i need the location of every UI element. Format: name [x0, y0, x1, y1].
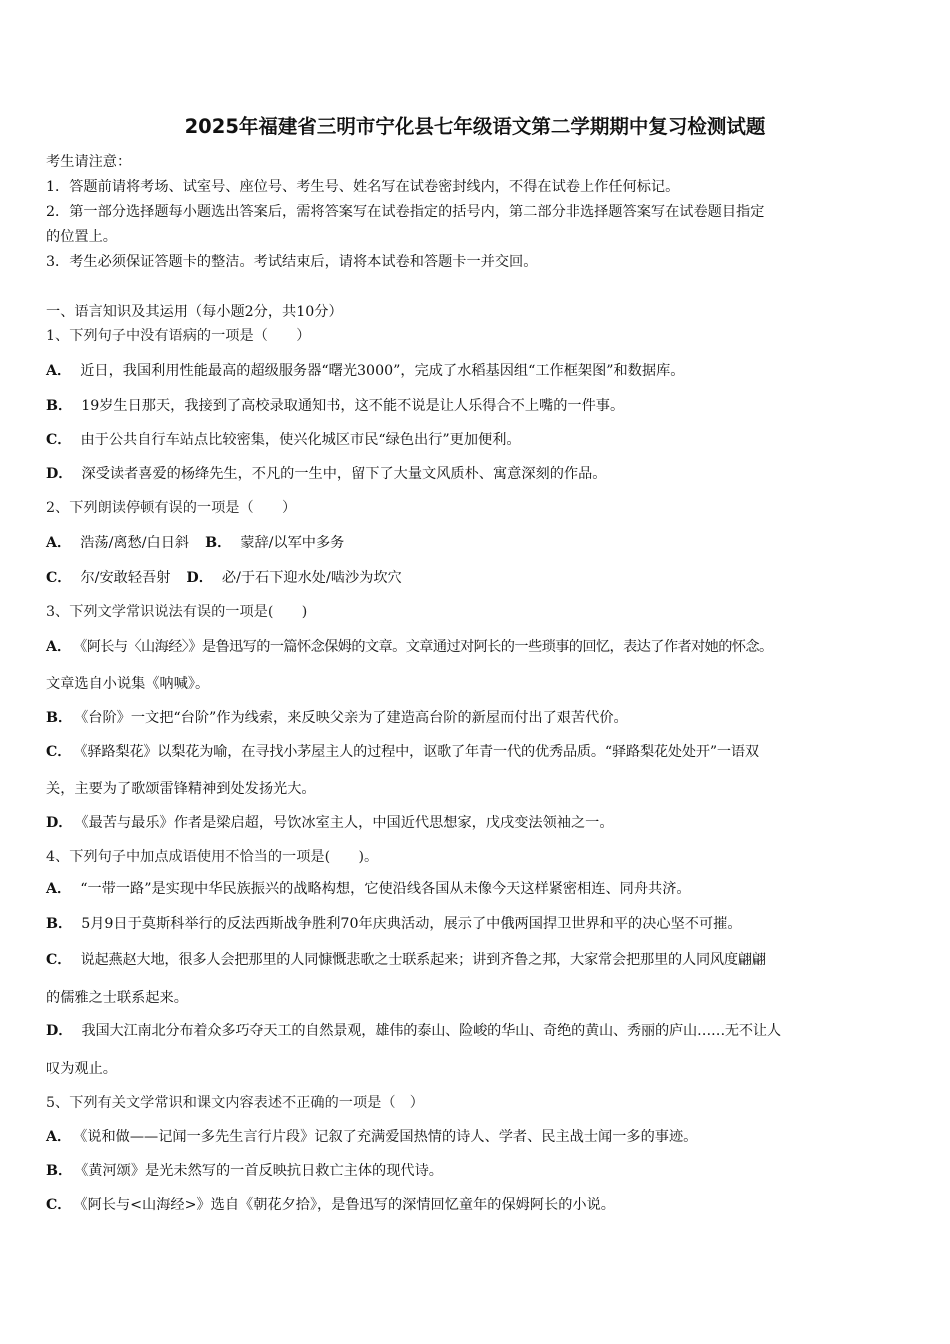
- notice-heading: 考生请注意：: [46, 154, 132, 170]
- option-text: 《驿路梨花》以梨花为喻，在寻找小茅屋主人的过程中，讴歌了年青一代的优秀品质。“驿路梨花处处开”一语双: [80, 744, 759, 760]
- question-1-stem: 1、下列句子中没有语病的一项是（ ）: [46, 328, 311, 344]
- option-label: A．: [46, 535, 72, 551]
- q2-options-ab: [46, 533, 344, 553]
- q5-option-c: [46, 1195, 615, 1215]
- option-text: 深受读者喜爱的杨绛先生，不凡的一生中，留下了大量文风质朴、寓意深刻的作品。: [81, 466, 607, 482]
- option-text: 近日，我国利用性能最高的超级服务器“曙光3000”，完成了水稻基因组“工作框架图”和数据库。: [80, 363, 685, 379]
- page-title: 2025年福建省三明市宁化县七年级语文第二学期期中复习检测试题: [184, 115, 766, 138]
- q3-option-b: [46, 708, 628, 728]
- option-label: C．: [46, 1197, 72, 1213]
- q3-option-c: [46, 742, 759, 762]
- option-label: D．: [186, 570, 213, 586]
- option-text: 《阿长与<山海经>》选自《朝花夕拾》，是鲁迅写的深情回忆童年的保姆阿长的小说。: [80, 1197, 615, 1213]
- option-text: 19岁生日那天，我接到了高校录取通知书，这不能不说是让人乐得合不上嘴的一件事。: [81, 398, 625, 414]
- question-4-stem: 4、下列句子中加点成语使用不恰当的一项是( )。: [46, 849, 379, 865]
- option-label: C．: [46, 952, 72, 968]
- question-5-stem: 5、下列有关文学常识和课文内容表述不正确的一项是（ ）: [46, 1095, 424, 1111]
- q4-option-b: [46, 914, 742, 934]
- q1-option-b: [46, 396, 624, 416]
- option-label: C．: [46, 432, 72, 448]
- q3-option-a-cont: 文章选自小说集《呐喊》。: [46, 676, 210, 692]
- q1-option-c: [46, 430, 521, 450]
- q4-option-a: [46, 879, 691, 899]
- option-label: B．: [46, 1163, 73, 1179]
- q4-option-c-cont: 的儒雅之士联系起来。: [46, 990, 188, 1006]
- q1-option-a: [46, 361, 684, 381]
- option-label: B．: [205, 535, 232, 551]
- option-text: 我国大江南北分布着众多巧夺天工的自然景观，雄伟的泰山、险峻的华山、奇绝的黄山、秀丽的庐山……无不让人: [81, 1023, 781, 1039]
- option-text: 蒙辞/以军中多务: [240, 535, 345, 551]
- option-label: C．: [46, 744, 72, 760]
- q4-option-c: [46, 950, 766, 970]
- option-label: D．: [46, 1023, 73, 1039]
- option-text: 《最苦与最乐》作者是梁启超，号饮冰室主人，中国近代思想家，戊戌变法领袖之一。: [81, 815, 614, 831]
- option-text: 必/于石下迎水处/啮沙为坎穴: [221, 570, 402, 586]
- option-text: 《说和做——记闻一多先生言行片段》记叙了充满爱国热情的诗人、学者、民主战士闻一多的事迹。: [80, 1129, 698, 1145]
- option-text: 5月9日于莫斯科举行的反法西斯战争胜利70年庆典活动，展示了中俄两国捍卫世界和平的决心坚不可摧。: [81, 916, 742, 932]
- notice-item-1: 1．答题前请将考场、试室号、座位号、考生号、姓名写在试卷密封线内，不得在试卷上作任何标记。: [46, 179, 680, 195]
- option-text: 浩荡/离愁/白日斜: [80, 535, 190, 551]
- q5-option-b: [46, 1161, 443, 1181]
- q2-options-cd: [46, 568, 402, 588]
- option-text: 尔/安敢轻吾射: [80, 570, 171, 586]
- option-label: B．: [46, 710, 73, 726]
- option-label: D．: [46, 815, 73, 831]
- q3-option-c-cont: 关，主要为了歌颂雷锋精神到处发扬光大。: [46, 781, 316, 797]
- option-label: D．: [46, 466, 73, 482]
- question-2-stem: 2、下列朗读停顿有误的一项是（ ）: [46, 500, 297, 516]
- option-label: B．: [46, 916, 73, 932]
- q5-option-a: [46, 1127, 697, 1147]
- q3-option-a: [46, 637, 773, 657]
- notice-item-3: 3．考生必须保证答题卡的整洁。考试结束后，请将本试卷和答题卡一并交回。: [46, 254, 538, 270]
- option-label: A．: [46, 1129, 72, 1145]
- option-label: C．: [46, 570, 72, 586]
- option-label: B．: [46, 398, 73, 414]
- question-3-stem: 3、下列文学常识说法有误的一项是( ): [46, 604, 308, 620]
- option-text: 由于公共自行车站点比较密集，使兴化城区市民“绿色出行”更加便利。: [80, 432, 521, 448]
- option-label: A．: [46, 639, 72, 655]
- q4-option-d: [46, 1021, 781, 1041]
- section-heading: 一、语言知识及其运用（每小题2分，共10分）: [46, 304, 343, 320]
- q3-option-d: [46, 813, 614, 833]
- option-text: 《黄河颂》是光未然写的一首反映抗日救亡主体的现代诗。: [81, 1163, 443, 1179]
- option-label: A．: [46, 363, 72, 379]
- option-text: 说起燕赵大地，很多人会把那里的人同慷慨悲歌之士联系起来；讲到齐鲁之邦，大家常会把那里的人同风度翩翩: [80, 952, 766, 968]
- option-label: A．: [46, 881, 72, 897]
- notice-item-2: 2．第一部分选择题每小题选出答案后，需将答案写在试卷指定的括号内，第二部分非选择题答案写在试卷题目指定: [46, 204, 765, 220]
- q4-option-d-cont: 叹为观止。: [46, 1061, 117, 1077]
- option-text: “一带一路”是实现中华民族振兴的战略构想，它使沿线各国从未像今天这样紧密相连、同舟共济。: [80, 881, 691, 897]
- option-text: 《阿长与〈山海经〉》是鲁迅写的一篇怀念保姆的文章。文章通过对阿长的一些琐事的回忆，表达了作者对她的怀念。: [80, 639, 773, 655]
- q1-option-d: [46, 464, 606, 484]
- notice-item-2-cont: 的位置上。: [46, 229, 117, 245]
- option-text: 《台阶》一文把“台阶”作为线索，来反映父亲为了建造高台阶的新屋而付出了艰苦代价。: [81, 710, 628, 726]
